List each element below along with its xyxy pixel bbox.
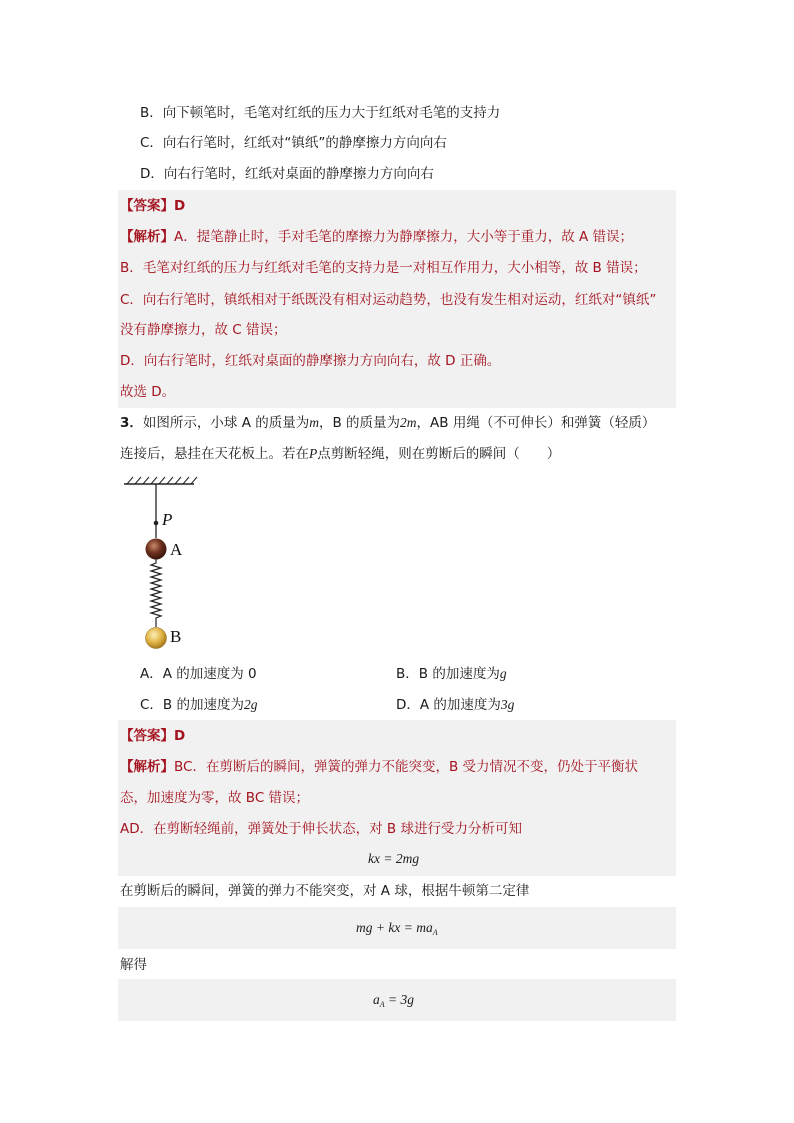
analysis-3-text-3: 解得 [120, 957, 147, 973]
option-d-var: 3g [500, 697, 515, 712]
analysis-3-bc2: 态，加速度为零，故 BC 错误； [120, 790, 310, 806]
question-3-number: 3． [120, 415, 143, 431]
equation-2-main: mg + kx = ma [356, 920, 433, 935]
option-c-text: C．B 的加速度为 [140, 697, 244, 713]
label-p: P [162, 510, 173, 529]
question-3-text-d: 连接后，悬挂在天花板上。若在 [120, 446, 309, 462]
question-3-text-a: 如图所示，小球 A 的质量为 [142, 415, 310, 431]
option-d [396, 695, 514, 715]
label-b: B [170, 627, 182, 646]
option-b-var: g [499, 666, 507, 681]
option-b [396, 664, 507, 684]
analysis-2-c2: 没有静摩擦力，故 C 错误； [120, 322, 287, 338]
question-3-text-c: ，AB 用绳（不可伸长）和弹簧（轻质） [416, 415, 656, 431]
spring-ball-figure [118, 472, 208, 652]
equation-3-rest: = 3g [384, 992, 415, 1007]
answer-3 [120, 726, 185, 746]
equation-1: kx = 2mg [368, 851, 420, 866]
option-d-prev: D．向右行笔时，红纸对桌面的静摩擦力方向向右 [140, 166, 434, 182]
option-d-text: D．A 的加速度为 [396, 697, 501, 713]
label-a: A [170, 540, 183, 559]
option-c-prev: C．向右行笔时，红纸对“镇纸”的静摩擦力方向向右 [140, 135, 447, 151]
var-P: P [309, 446, 318, 461]
equation-3-sub: A [379, 1000, 385, 1009]
option-c [140, 695, 257, 715]
analysis-2-a [120, 227, 633, 247]
analysis-2-a-text: A．提笔静止时，手对毛笔的摩擦力为静摩擦力，大小等于重力，故 A 错误； [174, 229, 634, 245]
answer-3-label: 【答案】 [120, 728, 174, 744]
var-2m: 2m [400, 415, 417, 430]
point-p-dot [154, 521, 159, 526]
answer-2-label: 【答案】 [120, 198, 174, 214]
analysis-2-label: 【解析】 [120, 229, 174, 245]
option-c-var: 2g [243, 697, 258, 712]
ball-a [146, 539, 167, 560]
question-3-line-1 [120, 413, 655, 433]
equation-3-main: a [373, 992, 380, 1007]
analysis-2-d: D．向右行笔时，红纸对桌面的静摩擦力方向向右，故 D 正确。 [120, 353, 501, 369]
option-b-text: B．B 的加速度为 [396, 666, 500, 682]
analysis-3-bc1-text: BC．在剪断后的瞬间，弹簧的弹力不能突变，B 受力情况不变，仍处于平衡状 [174, 759, 639, 775]
question-3-text-b: ，B 的质量为 [318, 415, 401, 431]
ceiling [124, 477, 197, 484]
analysis-2-b: B．毛笔对红纸的压力与红纸对毛笔的支持力是一对相互作用力，大小相等，故 B 错误； [120, 260, 647, 276]
question-3-text-e: 点剪断轻绳，则在剪断后的瞬间（ ） [317, 446, 561, 462]
ball-b [146, 628, 167, 649]
analysis-2-conclusion: 故选 D。 [120, 384, 176, 400]
question-3-line-2 [120, 444, 560, 464]
var-m: m [309, 415, 319, 430]
option-a: A．A 的加速度为 0 [140, 666, 257, 682]
analysis-3-ad: AD．在剪断轻绳前，弹簧处于伸长状态，对 B 球进行受力分析可知 [120, 821, 522, 837]
answer-2-value: D [174, 198, 186, 214]
analysis-3-label: 【解析】 [120, 759, 174, 775]
equation-3 [373, 990, 414, 1015]
analysis-3-text-2: 在剪断后的瞬间，弹簧的弹力不能突变，对 A 球，根据牛顿第二定律 [120, 883, 530, 899]
answer-2 [120, 196, 185, 216]
answer-3-value: D [174, 728, 186, 744]
option-b-prev: B．向下顿笔时，毛笔对红纸的压力大于红纸对毛笔的支持力 [140, 105, 501, 121]
analysis-2-c1: C．向右行笔时，镇纸相对于纸既没有相对运动趋势，也没有发生相对运动，红纸对“镇纸” [120, 292, 657, 308]
equation-2 [356, 918, 438, 943]
equation-2-sub: A [432, 928, 438, 937]
analysis-3-bc1 [120, 757, 638, 777]
spring [151, 559, 161, 627]
